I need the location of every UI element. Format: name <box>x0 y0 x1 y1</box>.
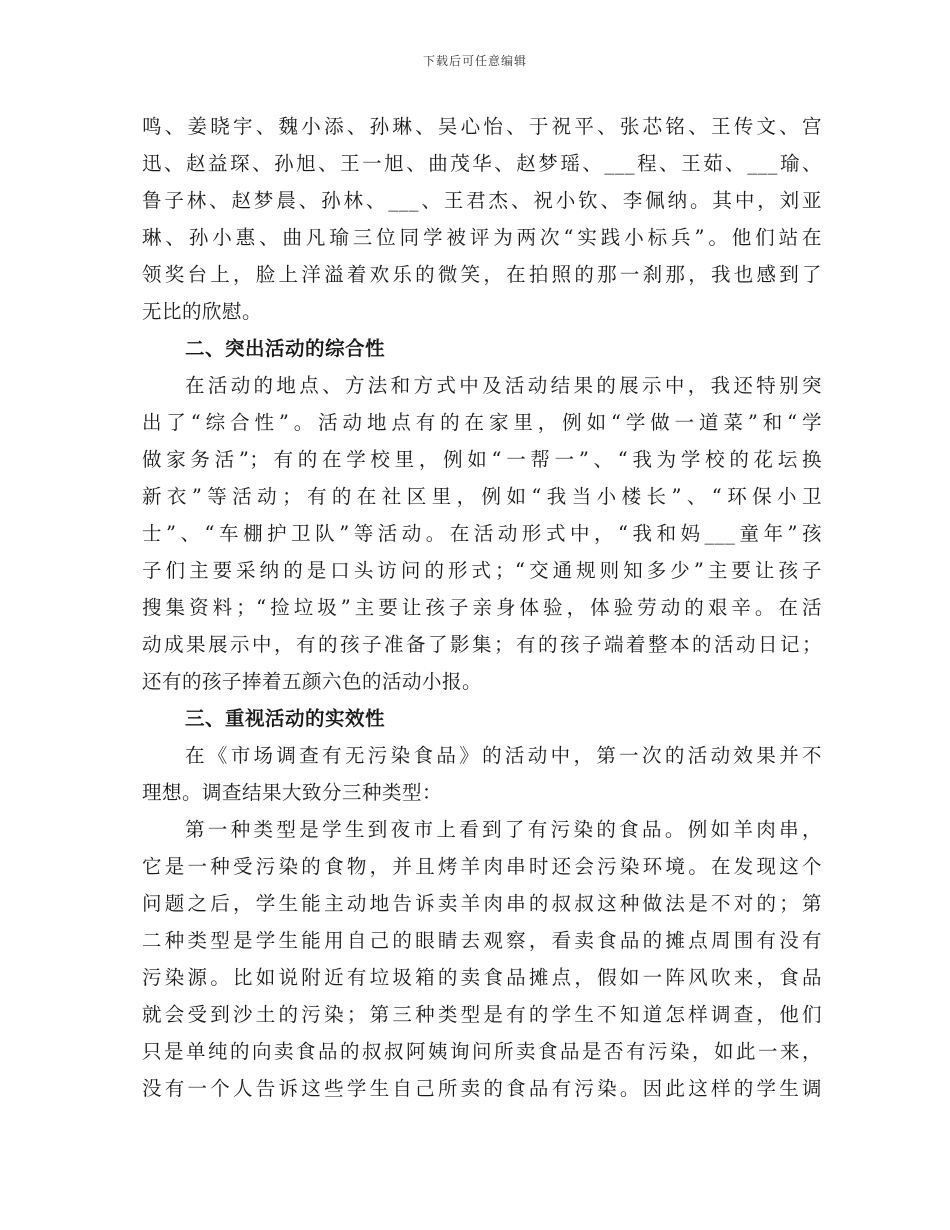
paragraph-survey-types <box>142 811 822 1107</box>
paragraph-comprehensive <box>142 367 822 700</box>
text-line: 还有的孩子捧着五颜六色的活动小报。 <box>142 670 483 693</box>
section-heading-effectiveness: 三、重视活动的实效性 <box>185 707 386 730</box>
page-header: 下载后可任意编辑 <box>422 54 527 68</box>
paragraph-award-list <box>142 108 822 330</box>
text-line: 迅、赵益琛、孙旭、王一旭、曲茂华、赵梦瑶、___程、王茹、___瑜、 <box>142 152 822 175</box>
text-line: 在《市场调查有无污染食品》的活动中，第一次的活动效果并不 <box>185 744 822 767</box>
text-line: 子们主要采纳的是口头访问的形式；“交通规则知多少”主要让孩子 <box>142 559 822 582</box>
document-body <box>142 108 822 1107</box>
text-line: 问题之后，学生能主动地告诉卖羊肉串的叔叔这种做法是不对的；第 <box>142 892 822 915</box>
text-line: 无比的欣慰。 <box>142 300 263 323</box>
text-line: 士”、“车棚护卫队”等活动。在活动形式中，“我和妈___童年”孩 <box>142 522 822 545</box>
text-line: 新衣”等活动；有的在社区里，例如“我当小楼长”、“环保小卫 <box>142 485 822 508</box>
text-line: 只是单纯的向卖食品的叔叔阿姨询问所卖食品是否有污染，如此一来， <box>142 1040 822 1063</box>
text-line: 它是一种受污染的食物，并且烤羊肉串时还会污染环境。在发现这个 <box>142 855 822 878</box>
text-line: 出了“综合性”。活动地点有的在家里，例如“学做一道菜”和“学 <box>142 411 822 434</box>
text-line: 在活动的地点、方法和方式中及活动结果的展示中，我还特别突 <box>185 374 822 397</box>
text-line: 搜集资料；“捡垃圾”主要让孩子亲身体验，体验劳动的艰辛。在活 <box>142 596 822 619</box>
text-line: 琳、孙小惠、曲凡瑜三位同学被评为两次“实践小标兵”。他们站在 <box>142 226 822 249</box>
text-line: 第一种类型是学生到夜市上看到了有污染的食品。例如羊肉串， <box>185 818 822 841</box>
text-line: 做家务活”；有的在学校里，例如“一帮一”、“我为学校的花坛换 <box>142 448 822 471</box>
text-line: 领奖台上，脸上洋溢着欢乐的微笑，在拍照的那一刹那，我也感到了 <box>142 263 822 286</box>
text-line: 二种类型是学生能用自己的眼睛去观察，看卖食品的摊点周围有没有 <box>142 929 822 952</box>
text-line: 污染源。比如说附近有垃圾箱的卖食品摊点，假如一阵风吹来，食品 <box>142 966 822 989</box>
text-line: 没有一个人告诉这些学生自己所卖的食品有污染。因此这样的学生调 <box>142 1077 822 1100</box>
text-line: 理想。调查结果大致分三种类型： <box>142 781 443 804</box>
text-line: 鲁子林、赵梦晨、孙林、___、王君杰、祝小钦、李佩纳。其中，刘亚 <box>142 189 822 212</box>
paragraph-market-survey-intro <box>142 737 822 811</box>
text-line: 就会受到沙土的污染；第三种类型是有的学生不知道怎样调查，他们 <box>142 1003 822 1026</box>
section-heading-comprehensive: 二、突出活动的综合性 <box>185 337 386 360</box>
text-line: 动成果展示中，有的孩子准备了影集；有的孩子端着整本的活动日记； <box>142 633 822 656</box>
text-line: 鸣、姜晓宇、魏小添、孙琳、吴心怡、于祝平、张芯铭、王传文、宫 <box>142 115 822 138</box>
